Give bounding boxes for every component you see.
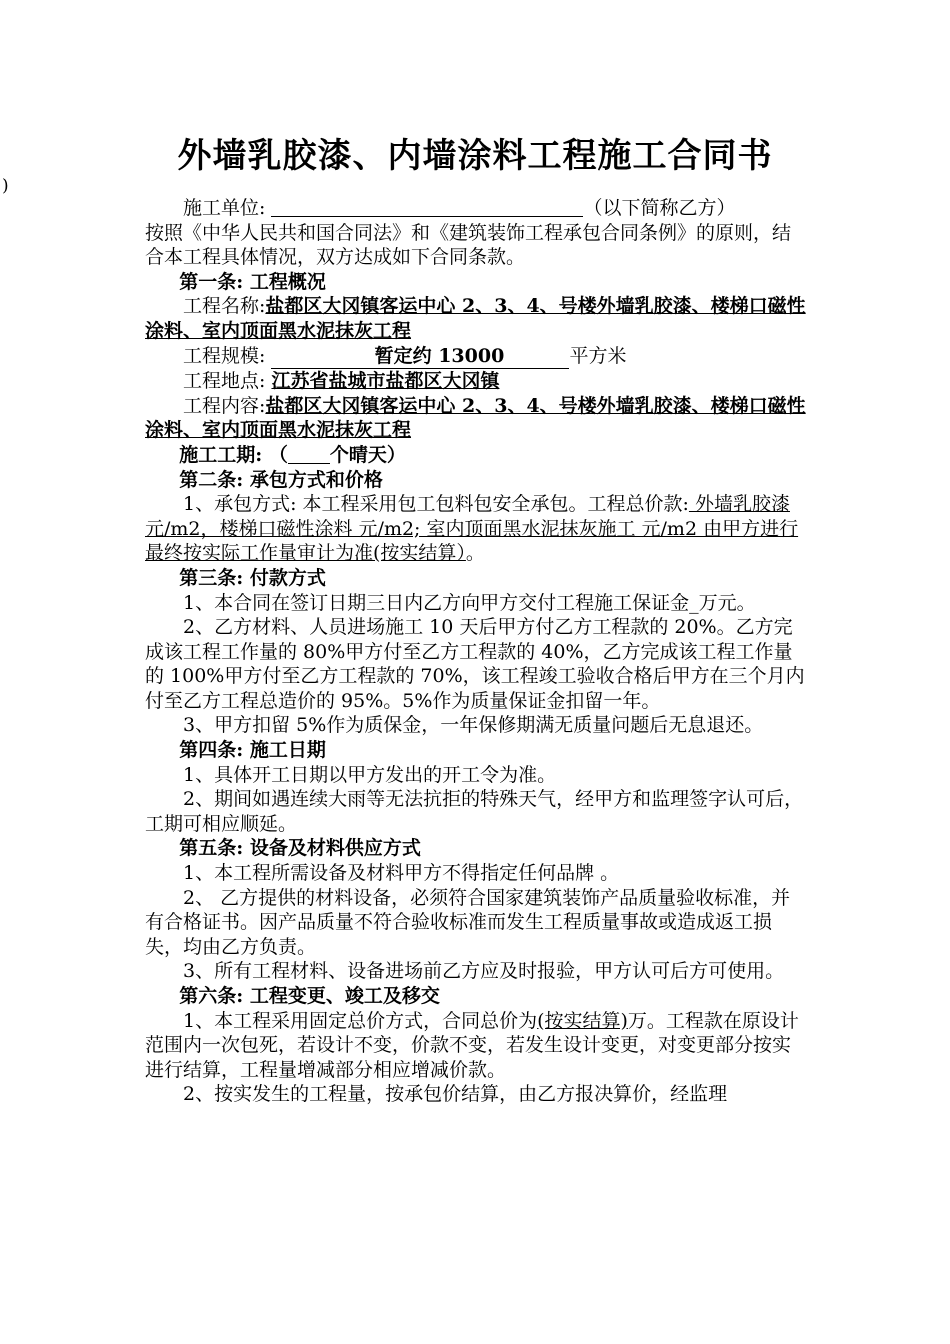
project-site-value: 江苏省盐城市盐都区大冈镇 (271, 370, 500, 393)
period-suffix: 个晴天） (329, 443, 406, 466)
project-name-value: 盐都区大冈镇客运中心 2、3、4、号楼外墙乳胶漆、楼梯口磁性涂料、室内顶面黑水泥抹灰工程 (145, 295, 806, 342)
article-4-p1: 1、具体开工日期以甲方发出的开工令为准。 (183, 763, 557, 786)
article-3-p1: 1、本合同在签订日期三日内乙方向甲方交付工程施工保证金_万元。 (183, 591, 756, 614)
total-price-value: (按实结算) (537, 1009, 628, 1032)
project-scale-label: 工程规模: (183, 344, 266, 367)
article-2-heading: 第二条: 承包方式和价格 (179, 468, 383, 491)
article-6-heading: 第六条: 工程变更、竣工及移交 (179, 985, 440, 1007)
article-1-heading: 第一条: 工程概况 (179, 270, 326, 293)
project-site-line (145, 369, 807, 394)
contract-method-text: 1、承包方式: 本工程采用包工包料包安全承包。工程总价款: (183, 493, 689, 516)
article-6-p2: 2、按实发生的工程量，按承包价结算，由乙方报决算价，经监理 (183, 1083, 728, 1106)
contractor-blank[interactable] (271, 198, 583, 217)
project-content-line (145, 394, 807, 443)
article-3-p3: 3、甲方扣留 5%作为质保金，一年保修期满无质量问题后无息退还。 (183, 714, 764, 737)
contractor-line (145, 196, 807, 221)
period-days-blank[interactable] (288, 445, 330, 464)
article-4-heading: 第四条: 施工日期 (179, 739, 326, 762)
project-scale-unit: 平方米 (569, 344, 627, 367)
document-title: 外墙乳胶漆、内墙涂料工程施工合同书 (177, 136, 773, 176)
article-5-p3: 3、所有工程材料、设备进场前乙方应及时报验，甲方认可后方可使用。 (183, 960, 785, 983)
project-name-line (145, 294, 807, 343)
article-5-p2: 2、 乙方提供的材料设备，必须符合国家建筑装饰产品质量验收标准，并有合格证书。因产品质量不符合验收标准而发生工程质量事故或造成返工损失，均由乙方负责。 (145, 886, 791, 958)
article-4-p2: 2、期间如遇连续大雨等无法抗拒的特殊天气，经甲方和监理签字认可后，工期可相应顺延。 (145, 788, 804, 835)
project-scale-line (145, 344, 807, 370)
project-scale-value: 暂定约 13000 (271, 344, 569, 370)
construction-period-line (145, 443, 807, 468)
article-3-p2: 2、乙方材料、人员进场施工 10 天后甲方付乙方工程款的 20%。乙方完成该工程工作量的 80%甲方付至乙方工程款的 40%，乙方完成该工程工作量的 100%甲方付至乙方工程款的 70%，该工程竣工验收合格后甲方在三个月内付至乙方工程总造价的 95%。5%作为质量保证金扣留一年。 (145, 616, 805, 712)
article-2-end: 。 (465, 542, 485, 565)
contractor-label: 施工单位: (183, 197, 266, 219)
article-2-p1 (145, 492, 807, 566)
unit-price-terms: 外墙乳胶漆 元/m2，楼梯口磁性涂料 元/m2; 室内顶面黑水泥抹灰施工 元/m2 由甲方进行最终按实际工作量审计为准(按实结算） (145, 493, 799, 565)
project-name-label: 工程名称: (183, 295, 266, 318)
article-5-heading: 第五条: 设备及材料供应方式 (179, 837, 421, 860)
article-5-p1: 1、本工程所需设备及材料甲方不得指定任何品牌 。 (183, 862, 620, 885)
project-site-label: 工程地点: (183, 370, 266, 393)
stray-mark: ) (2, 176, 9, 196)
project-content-label: 工程内容: (183, 394, 266, 417)
period-label: 施工工期: （ (179, 443, 288, 466)
fixed-price-text: 1、本工程采用固定总价方式，合同总价为 (183, 1009, 538, 1032)
article-3-heading: 第三条: 付款方式 (179, 566, 326, 589)
basis-paragraph: 按照《中华人民共和国合同法》和《建筑装饰工程承包合同条例》的原则，结合本工程具体情况，双方达成如下合同条款。 (145, 221, 792, 269)
article-6-p1 (145, 1009, 807, 1083)
contractor-suffix: （以下简称乙方） (583, 197, 736, 219)
project-content-value: 盐都区大冈镇客运中心 2、3、4、号楼外墙乳胶漆、楼梯口磁性涂料、室内顶面黑水泥抹灰工程 (145, 394, 806, 442)
fixed-price-rest: 万。工程款在原设计范围内一次包死，若设计不变，价款不变，若发生设计变更，对变更部分按实进行结算，工程量增减部分相应增减价款。 (145, 1009, 799, 1081)
contract-body (145, 196, 807, 1107)
